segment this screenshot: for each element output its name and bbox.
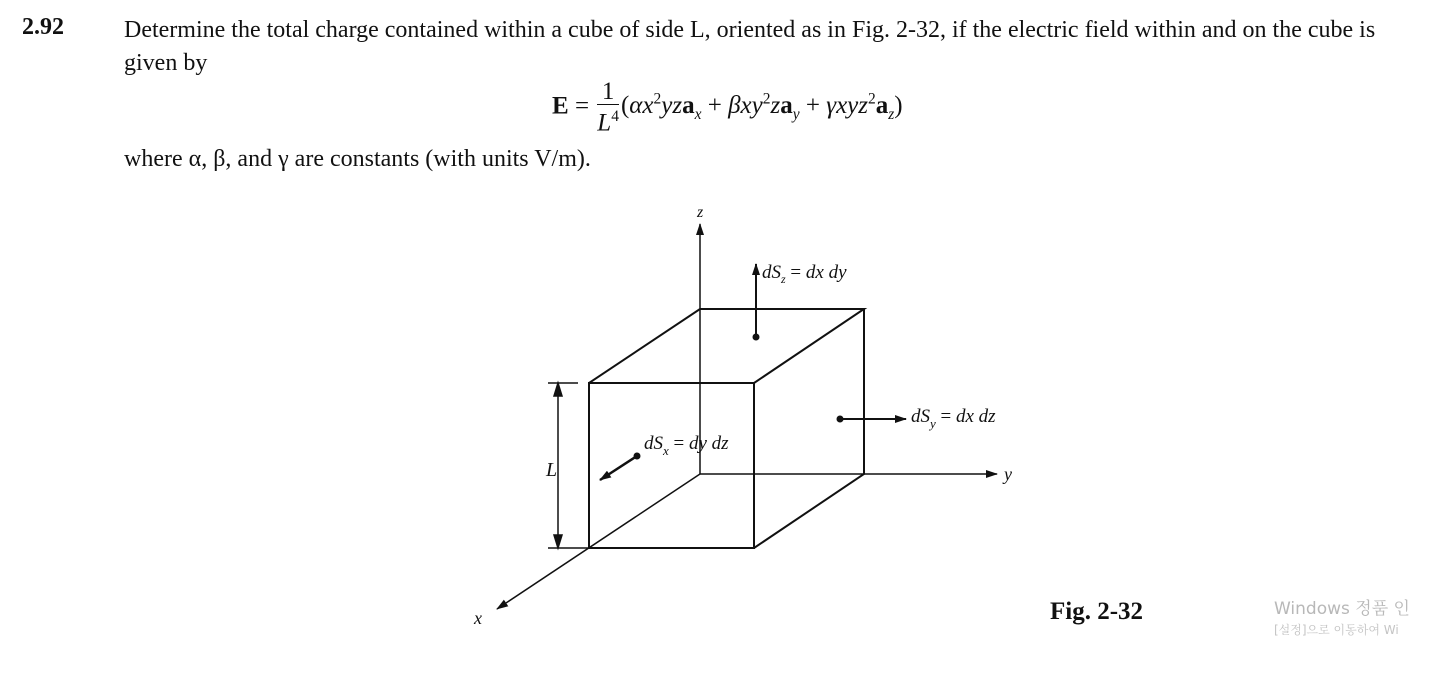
cube-front-face bbox=[589, 383, 754, 548]
statement-text: Determine the total charge contained within a cube of side L, oriented as in Fig. 2-32, if the electric field within and on the cube is given by bbox=[124, 17, 1376, 76]
z-axis-label: z bbox=[697, 204, 704, 221]
problem-number: 2.92 bbox=[22, 14, 64, 40]
dSy-origin-dot bbox=[837, 416, 844, 423]
fraction-numerator: 1 bbox=[597, 80, 619, 105]
cube-top-face bbox=[589, 309, 864, 383]
activation-watermark: Windows 정품 인 bbox=[1274, 599, 1410, 619]
activation-watermark-subtext: [설정]으로 이동하여 Wi bbox=[1274, 623, 1399, 637]
dSz-label: $dS_z$ = dx dy bbox=[762, 262, 847, 286]
figure-label: Fig. 2-32 bbox=[1050, 598, 1144, 625]
field-equation: E = $\frac{1}{L^4}$ $(\alpha x^2yza_x + \beta xy^2za_y + \gamma xyz^2a_z)$ bbox=[552, 78, 903, 137]
equation-rhs: $(\alpha x^2yza_x + \beta xy^2za_y + \gamma xyz^2a_z)$ bbox=[620, 91, 903, 124]
dSx-vector bbox=[600, 456, 637, 480]
side-dim-arrow-up bbox=[554, 383, 562, 396]
constants-note: where α, β, and γ are constants (with units V/m). bbox=[124, 146, 591, 172]
dSy-label: $dS_y$ = dx dz bbox=[911, 406, 996, 431]
y-axis-label: y bbox=[1004, 464, 1012, 484]
side-length-label: L bbox=[546, 459, 558, 481]
x-axis bbox=[497, 474, 700, 609]
dSx-label: $dS_x$ = dy dz bbox=[644, 433, 729, 458]
side-dim-arrow-down bbox=[554, 535, 562, 548]
dSx-origin-dot bbox=[634, 453, 641, 460]
dSz-origin-dot bbox=[753, 334, 760, 341]
equation-lhs: E bbox=[552, 92, 569, 120]
fraction-denominator: $L^4$ bbox=[597, 108, 619, 137]
x-axis-label: x bbox=[474, 608, 482, 628]
